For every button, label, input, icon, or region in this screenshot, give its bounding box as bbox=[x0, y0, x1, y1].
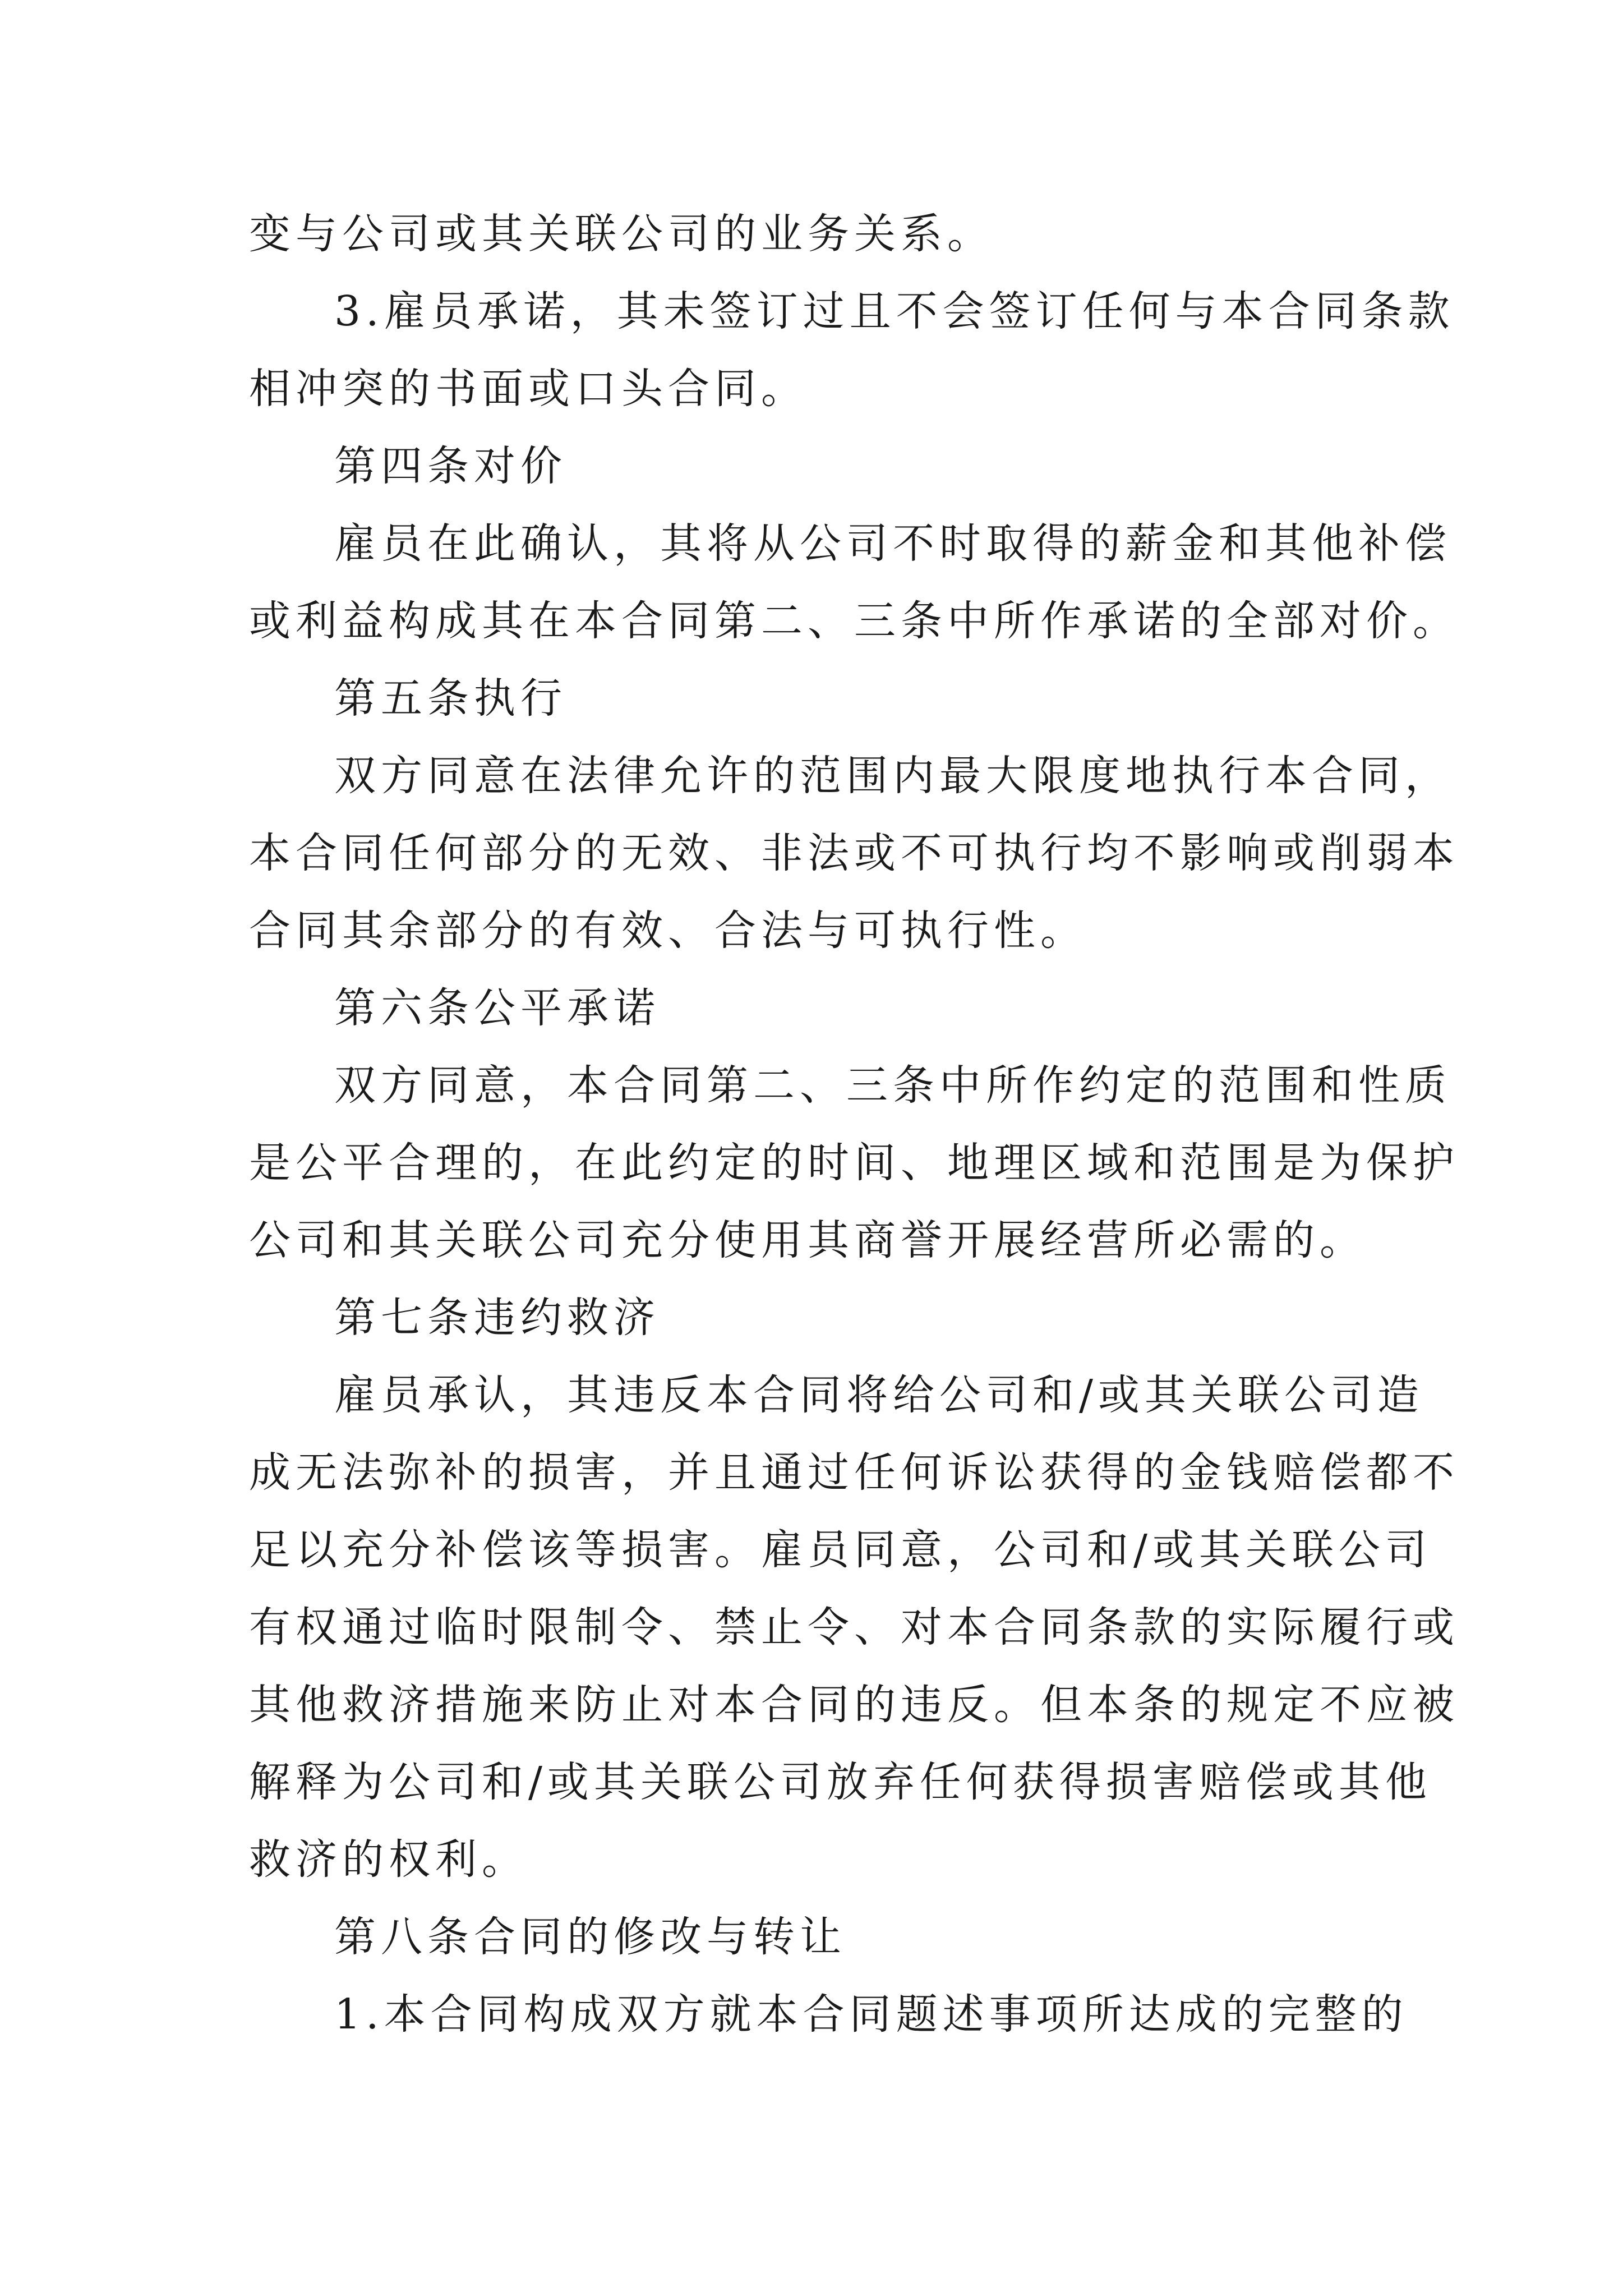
text-line: 救济的权利。 bbox=[249, 1835, 528, 1884]
text-line: 相冲突的书面或口头合同。 bbox=[249, 365, 808, 413]
section-heading: 第七条违约救济 bbox=[334, 1294, 660, 1342]
text-line: 1.本合同构成双方就本合同题述事项所达成的完整的 bbox=[334, 1990, 1408, 2039]
text-line: 或利益构成其在本合同第二、三条中所作承诺的全部对价。 bbox=[249, 597, 1459, 645]
text-line: 公司和其关联公司充分使用其商誉开展经营所必需的。 bbox=[249, 1216, 1366, 1264]
text-line: 成无法弥补的损害，并且通过任何诉讼获得的金钱赔偿都不 bbox=[249, 1448, 1459, 1497]
text-line: 足以充分补偿该等损害。雇员同意，公司和/或其关联公司 bbox=[249, 1526, 1432, 1574]
text-line: 本合同任何部分的无效、非法或不可执行均不影响或削弱本 bbox=[249, 829, 1459, 877]
section-heading: 第四条对价 bbox=[334, 442, 567, 490]
section-heading: 第八条合同的修改与转让 bbox=[334, 1913, 846, 1961]
section-heading: 第五条执行 bbox=[334, 674, 567, 723]
text-line: 其他救济措施来防止对本合同的违反。但本条的规定不应被 bbox=[249, 1681, 1459, 1729]
text-line: 变与公司或其关联公司的业务关系。 bbox=[249, 210, 994, 258]
text-line: 有权通过临时限制令、禁止令、对本合同条款的实际履行或 bbox=[249, 1603, 1459, 1651]
text-line: 3.雇员承诺，其未签订过且不会签订任何与本合同条款 bbox=[334, 287, 1455, 335]
text-line: 解释为公司和/或其关联公司放弃任何获得损害赔偿或其他 bbox=[249, 1758, 1432, 1806]
text-line: 是公平合理的，在此约定的时间、地理区域和范围是为保护 bbox=[249, 1139, 1459, 1187]
text-line: 双方同意，本合同第二、三条中所作约定的范围和性质 bbox=[334, 1061, 1451, 1110]
text-line: 雇员在此确认，其将从公司不时取得的薪金和其他补偿 bbox=[334, 519, 1451, 568]
text-line: 双方同意在法律允许的范围内最大限度地执行本合同， bbox=[334, 752, 1451, 800]
section-heading: 第六条公平承诺 bbox=[334, 984, 660, 1032]
document-body bbox=[249, 195, 1459, 2053]
text-line: 雇员承认，其违反本合同将给公司和/或其关联公司造 bbox=[334, 1371, 1424, 1419]
text-line: 合同其余部分的有效、合法与可执行性。 bbox=[249, 907, 1087, 955]
